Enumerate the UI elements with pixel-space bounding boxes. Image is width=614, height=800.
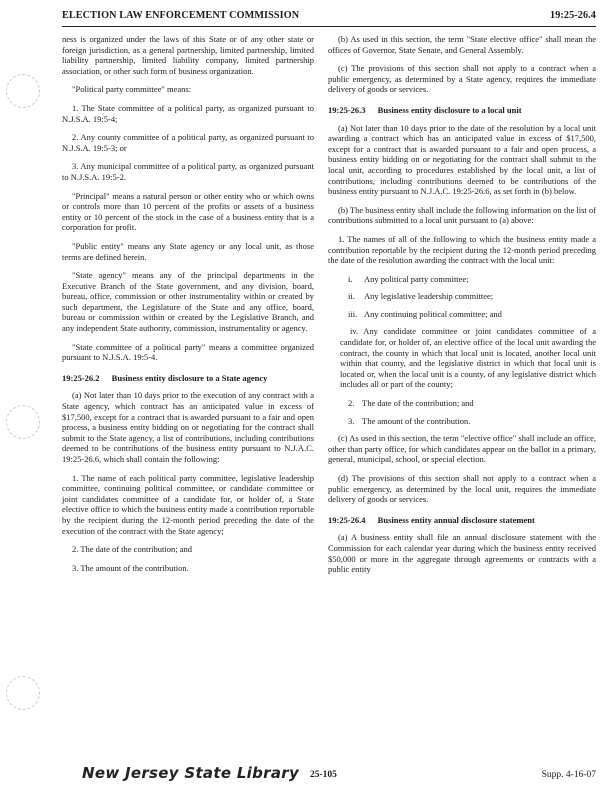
item-number: i. bbox=[348, 273, 353, 284]
roman-list-item bbox=[328, 274, 596, 285]
paragraph: (c) As used in this section, the term "elective office" shall include an office, other than party office, for which candidates appear on the ballot in a primary, general, municipal, school, or special election. bbox=[328, 433, 596, 465]
list-item: 2. The date of the contribution; and bbox=[72, 544, 192, 555]
item-text: The amount of the contribution. bbox=[362, 415, 471, 426]
library-stamp: New Jersey State Library bbox=[82, 764, 300, 782]
item-text: Any political party committee; bbox=[364, 273, 469, 284]
section-number: 19:25-26.4 bbox=[328, 514, 366, 525]
paragraph: (a) Not later than 10 days prior to the execution of any contract with a State agency, which contract has an anticipated value in excess of $17,500, except for a contract that is awarded pursuant to a fair and open process, a business entity bidding on or negotiating for the contract shall submit to the State agency, a list of contributions, including contributions deemed to be contributions of the business entity pursuant to N.J.A.C. 19:25-26.6, which shall contain the following: bbox=[62, 390, 314, 464]
definition-principal: "Principal" means a natural person or other entity who or which owns or controls more than 10 percent of the profits or assets of a business entity or 10 percent of the stock in the case of a business entity that is a corporation for profit. bbox=[62, 190, 314, 233]
left-column bbox=[62, 34, 314, 581]
paragraph: (b) As used in this section, the term "State elective office" shall mean the offices of Governor, State Senate, and General Assembly. bbox=[328, 34, 596, 55]
punch-hole-mark bbox=[6, 676, 40, 710]
header-section-number: 19:25-26.4 bbox=[550, 10, 596, 21]
paragraph: (c) The provisions of this section shall not apply to a contract when a public emergency, as determined by a State agency, requires the immediate delivery of goods or services. bbox=[328, 63, 596, 95]
right-column bbox=[328, 34, 596, 583]
section-number: 19:25-26.3 bbox=[328, 104, 366, 115]
item-number: 3. bbox=[348, 415, 355, 426]
section-heading bbox=[328, 515, 596, 526]
list-item: 3. Any municipal committee of a political party, as organized pursuant to N.J.S.A. 19:5-2. bbox=[62, 161, 314, 182]
punch-hole-mark bbox=[6, 405, 40, 439]
punch-hole-mark bbox=[6, 74, 40, 108]
section-title: Business entity annual disclosure statement bbox=[377, 514, 535, 525]
roman-list-item bbox=[328, 291, 596, 302]
supplement-date: Supp. 4-16-07 bbox=[541, 770, 596, 780]
section-title: Business entity disclosure to a State agency bbox=[111, 372, 268, 383]
section-title: Business entity disclosure to a local unit bbox=[377, 104, 522, 115]
list-item: 1. The name of each political party committee, legislative leadership committee, continuing political committee, or candidate committee or joint candidates committee of a candidate for, or holder of, a State elective office to which the business entity made a contribution reportable by the recipient during the 12-month period preceding the date of the execution of the contract with the State agency; bbox=[62, 472, 314, 536]
list-item: 1. The State committee of a political party, as organized pursuant to N.J.S.A. 19:5-4; bbox=[62, 102, 314, 124]
paragraph: (a) A business entity shall file an annual disclosure statement with the Commission for each calendar year during which the business entity received $50,000 or more in the aggregate through agreements or contracts with a public entity bbox=[328, 532, 596, 575]
list-item bbox=[328, 416, 596, 427]
paragraph: (d) The provisions of this section shall not apply to a contract when a public emergency, as determined by the local unit, requires the immediate delivery of goods or services. bbox=[328, 473, 596, 505]
page-number: 25-105 bbox=[310, 770, 337, 780]
roman-list-item bbox=[328, 309, 596, 320]
definition-state-committee: "State committee of a political party" means a committee organized pursuant to N.J.S.A. 19:5-4. bbox=[62, 341, 314, 363]
item-text: Any continuing political committee; and bbox=[364, 308, 502, 319]
item-number: ii. bbox=[348, 291, 355, 302]
paragraph: (b) The business entity shall include the following information on the list of contributions submitted to a local unit pursuant to (a) above: bbox=[328, 204, 596, 226]
list-item: 3. The amount of the contribution. bbox=[72, 562, 189, 573]
item-number: 2. bbox=[348, 398, 355, 409]
paragraph: ness is organized under the laws of this State or of any other state or foreign jurisdiction, as a general partnership, limited partnership, limited liability partnership, limited liability company, limited partnership association, or other such form of business organization. bbox=[62, 34, 314, 76]
definition-state-agency: "State agency" means any of the principal departments in the Executive Branch of the State government, and any division, board, bureau, office, commission or other instrumentality within or created by such department, the Legislature of the State and any office, board, bureau or commission within or created by the Legislative Branch, and any independent State authority, commission, instrumentality or agency. bbox=[62, 270, 314, 334]
item-text: The date of the contribution; and bbox=[362, 398, 474, 409]
section-heading bbox=[62, 373, 314, 384]
list-item: 1. The names of all of the following to which the business entity made a contribution reportable by the recipient during the 12-month period preceding the date of the resolution awarding the contract with the local unit: bbox=[328, 233, 596, 266]
roman-list-item: iv. Any candidate committee or joint candidates committee of a candidate for, or holder of, an elective office of the local unit awarding the contract, the county in which that local unit is located, another local unit within that county, and the legislative district in which that local unit is located or, when the local unit is a county, of any legislative district which includes all or part of the county; bbox=[340, 326, 596, 390]
list-item: 2. Any county committee of a political party, as organized pursuant to N.J.S.A. 19:5-3; or bbox=[62, 132, 314, 153]
section-number: 19:25-26.2 bbox=[62, 372, 100, 383]
paragraph: (a) Not later than 10 days prior to the date of the resolution by a local unit awarding a contract which has an anticipated value in excess of $17,500, except for a contract that is awarded pursuant to a fair and open process, a business entity bidding on or negotiating for the contract shall submit to the local unit, according to procedures established by the local unit, a list of contributions, including contributions deemed to be contributions of the business entity pursuant to N.J.A.C. 19:25-26.6, as set forth in (b) below. bbox=[328, 122, 596, 197]
running-header bbox=[62, 8, 596, 24]
header-title: ELECTION LAW ENFORCEMENT COMMISSION bbox=[62, 10, 300, 21]
header-rule bbox=[62, 26, 596, 27]
item-number: iii. bbox=[348, 308, 358, 319]
definition-public-entity: "Public entity" means any State agency or any local unit, as those terms are defined herein. bbox=[62, 240, 314, 262]
paragraph: "Political party committee" means: bbox=[72, 84, 192, 95]
section-heading bbox=[328, 105, 596, 116]
item-text: Any legislative leadership committee; bbox=[364, 291, 494, 302]
list-item bbox=[328, 398, 596, 409]
